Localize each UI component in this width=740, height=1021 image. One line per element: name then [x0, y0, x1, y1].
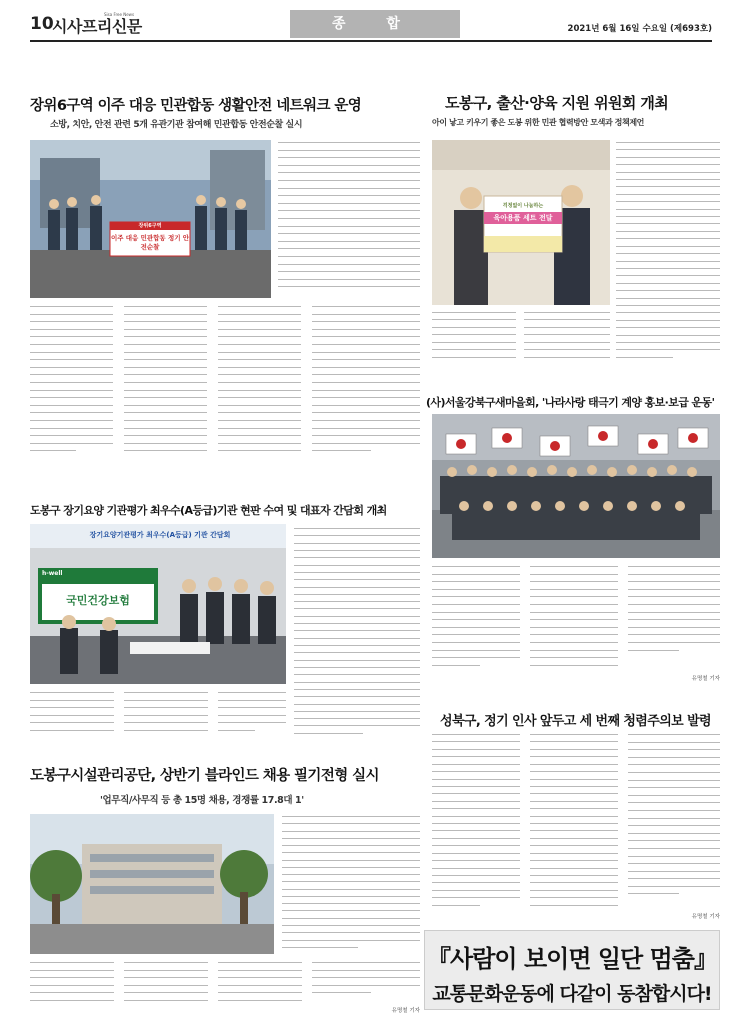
- article-4-photo-sign: 국민건강보험: [66, 594, 130, 607]
- article-4-body-col-3: [218, 692, 286, 740]
- article-6-byline: 유명철 기자: [391, 1008, 420, 1014]
- article-2-body-col-2: [524, 312, 610, 364]
- article-4-body-col-1: [30, 692, 114, 740]
- article-2-sign-top: 걱정없이 나눔하는: [502, 203, 544, 209]
- article-6-headline: 도봉구시설관리공단, 상반기 블라인드 채용 필기전형 실시: [30, 768, 379, 784]
- article-6-body-col-3: [218, 962, 302, 1010]
- article-1-body-col-4: [312, 306, 420, 468]
- paper-name: 시사프리신문: [52, 17, 142, 36]
- article-4-photo-logo: h-well: [42, 570, 63, 577]
- article-1-photo: [30, 140, 271, 298]
- section-tab: 종 합: [290, 10, 460, 38]
- article-5-body-col-1: [432, 734, 520, 912]
- article-2-subhead: 아이 낳고 키우기 좋은 도봉 위한 민관 협력방안 모색과 정책제언: [432, 118, 644, 127]
- article-5-body-col-3: [628, 734, 720, 912]
- article-1-photo-art: [30, 140, 271, 298]
- article-1-body-col-3: [218, 306, 301, 468]
- article-3-body-col-3: [628, 566, 720, 661]
- article-1-body-col-1: [30, 306, 113, 468]
- article-3-byline: 유명철 기자: [691, 676, 720, 682]
- article-1-sign-main: 이주 대응 민관합동 정기 안전순찰: [110, 234, 190, 251]
- issue-date: 2021년 6월 16일 수요일 (제693호): [567, 24, 712, 34]
- article-6-body-col-4: [312, 962, 420, 1002]
- paper-name-small: Sisa Free News: [104, 12, 135, 17]
- article-2-photo: [432, 140, 610, 305]
- article-3-body-col-2: [530, 566, 618, 676]
- article-4-headline: 도봉구 장기요양 기관평가 최우수(A등급)기관 현판 수여 및 대표자 간담회 개최: [30, 504, 387, 517]
- article-4-body-right: [294, 528, 420, 740]
- article-3-headline: (사)서울강북구새마을회, '나라사랑 태극기 계양 홍보·보급 운동': [426, 396, 715, 409]
- article-2-body-col-1: [432, 312, 516, 364]
- article-3-body-col-1: [432, 566, 520, 676]
- banner-line-1: 『사람이 보이면 일단 멈춤』: [427, 945, 717, 973]
- article-4-photo: [30, 524, 286, 684]
- article-2-headline: 도봉구, 출산·양육 지원 위원회 개최: [445, 94, 669, 112]
- article-6-body-col-2: [124, 962, 208, 1010]
- article-3-photo-art: [432, 414, 720, 558]
- article-1-body-right: [278, 142, 420, 302]
- article-1-body-col-2: [124, 306, 207, 468]
- article-6-body-right: [282, 816, 420, 954]
- article-1-subhead: 소방, 치안, 안전 관련 5개 유관기관 참여해 민관합동 안전순찰 실시: [50, 120, 303, 130]
- article-5-body-col-2: [530, 734, 618, 912]
- article-4-body-col-2: [124, 692, 208, 740]
- article-2-sign-main: 육아용품 세트 전달: [484, 212, 562, 224]
- page-number: 10: [30, 14, 54, 34]
- article-6-photo-art: [30, 814, 274, 954]
- article-5-headline: 성북구, 정기 인사 앞두고 세 번째 청렴주의보 발령: [440, 714, 711, 729]
- article-6-subhead: '업무직/사무직 등 총 15명 채용, 경쟁률 17.8대 1': [100, 795, 304, 806]
- header-rule: [30, 40, 712, 42]
- article-6-photo: [30, 814, 274, 954]
- article-4-photo-banner: 장기요양기관평가 최우수(A등급) 기관 간담회: [89, 531, 231, 539]
- article-6-body-col-1: [30, 962, 114, 1010]
- banner-line-2: 교통문화운동에 다같이 동참합시다!: [432, 983, 712, 1005]
- article-1-headline: 장위6구역 이주 대응 민관합동 생활안전 네트워크 운영: [30, 98, 362, 114]
- article-3-photo: [432, 414, 720, 558]
- article-5-byline: 유명철 기자: [691, 914, 720, 920]
- article-1-sign-top: 장위6구역: [138, 223, 162, 229]
- article-2-body-right: [616, 142, 720, 364]
- traffic-campaign-banner: [424, 930, 720, 1010]
